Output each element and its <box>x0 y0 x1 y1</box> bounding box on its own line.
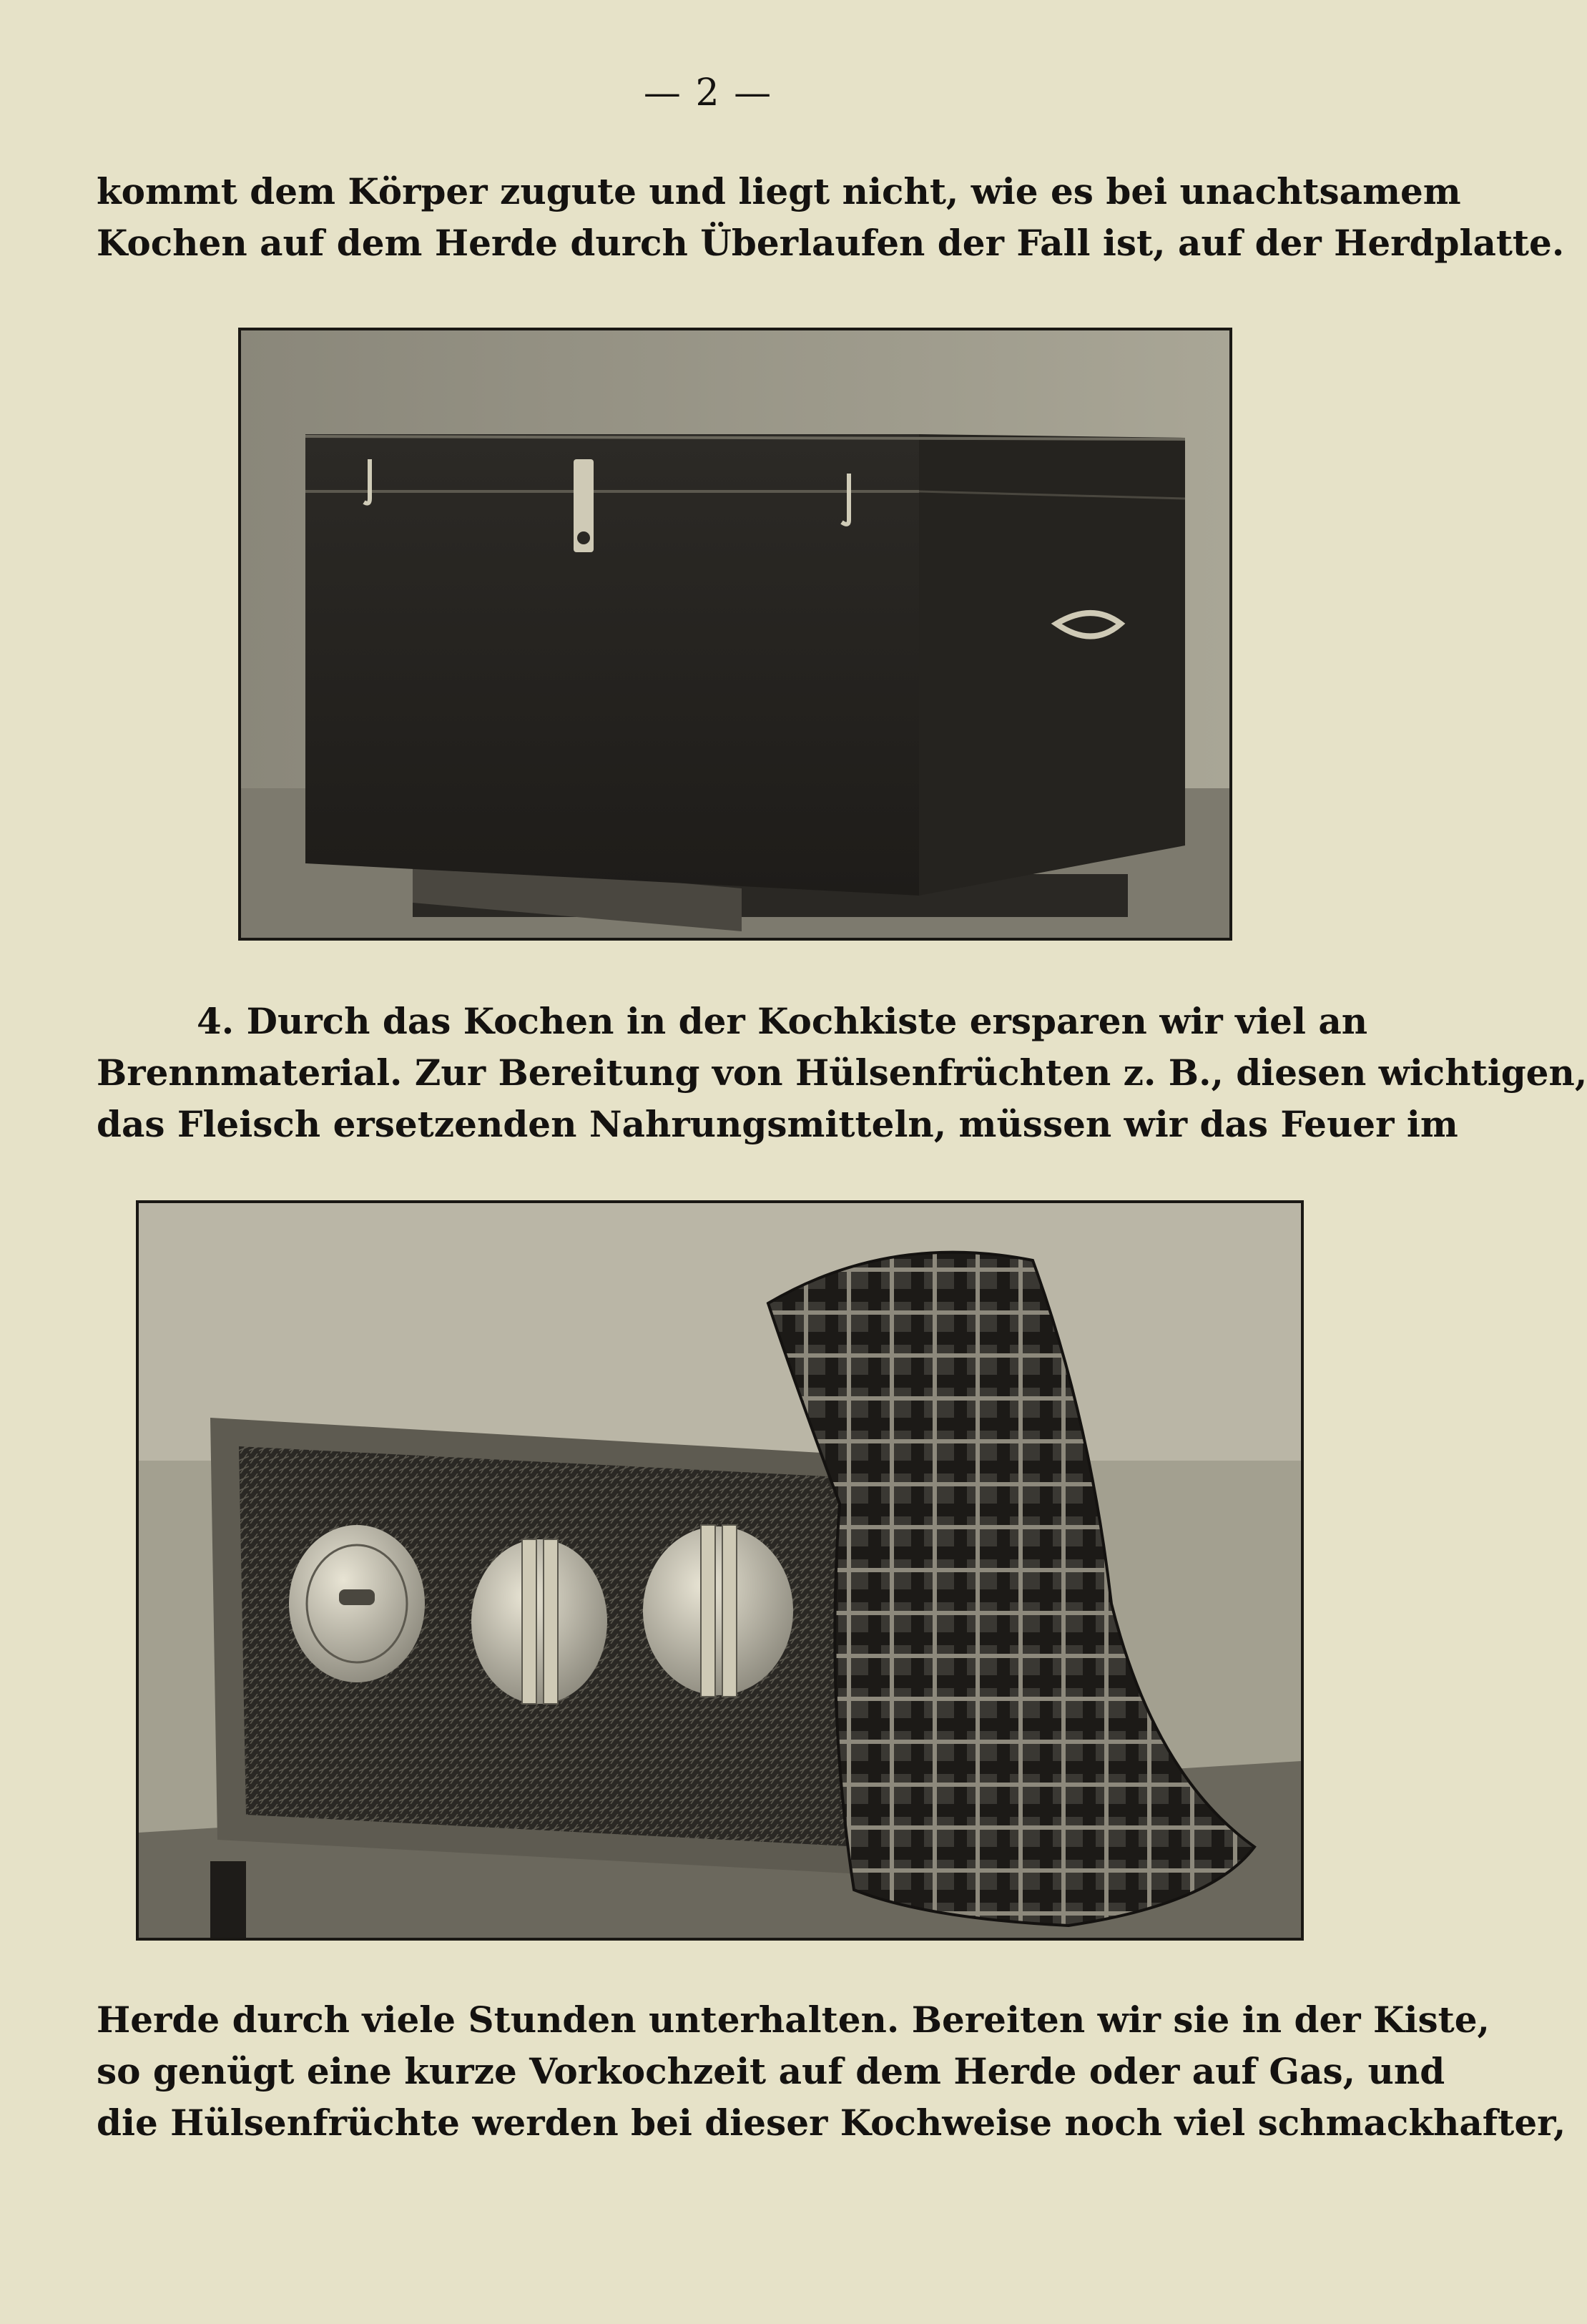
photo-closed-chest <box>238 328 1232 941</box>
chest-front-panel <box>305 434 919 896</box>
chest-illustration <box>241 330 1229 938</box>
text-line: das Fleisch ersetzenden Nahrungsmitteln, müssen wir das Feuer im <box>97 1103 1458 1145</box>
pot-lid-right-icon <box>643 1525 793 1697</box>
text-line: Herde durch viele Stunden unterhalten. Bereiten wir sie in der Kiste, <box>97 1999 1490 2041</box>
text-line: so genügt eine kurze Vorkochzeit auf dem Herde oder auf Gas, und <box>97 2050 1445 2092</box>
text-line: die Hülsenfrüchte werden bei dieser Kochweise noch viel schmackhafter, <box>97 2102 1566 2144</box>
photo-open-haybox <box>136 1200 1304 1941</box>
text-line: Brennmaterial. Zur Bereitung von Hülsenfrüchten z. B., diesen wichtigen, <box>97 1051 1587 1094</box>
paragraph-middle <box>97 996 1587 1150</box>
text-line: kommt dem Körper zugute und liegt nicht, wie es bei unachtsamem <box>97 170 1461 212</box>
paragraph-bottom <box>97 1994 1566 2149</box>
haybox-illustration <box>139 1203 1301 1938</box>
paragraph-top <box>97 166 1565 269</box>
page-number: — 2 — <box>643 72 773 114</box>
pot-lid-left-icon <box>289 1525 425 1682</box>
text-line: 4. Durch das Kochen in der Kochkiste ersparen wir viel an <box>197 1000 1368 1042</box>
chest-side-panel <box>919 434 1185 896</box>
pot-lid-middle-icon <box>471 1539 607 1704</box>
text-line: Kochen auf dem Herde durch Überlaufen der Fall ist, auf der Herdplatte. <box>97 222 1565 264</box>
